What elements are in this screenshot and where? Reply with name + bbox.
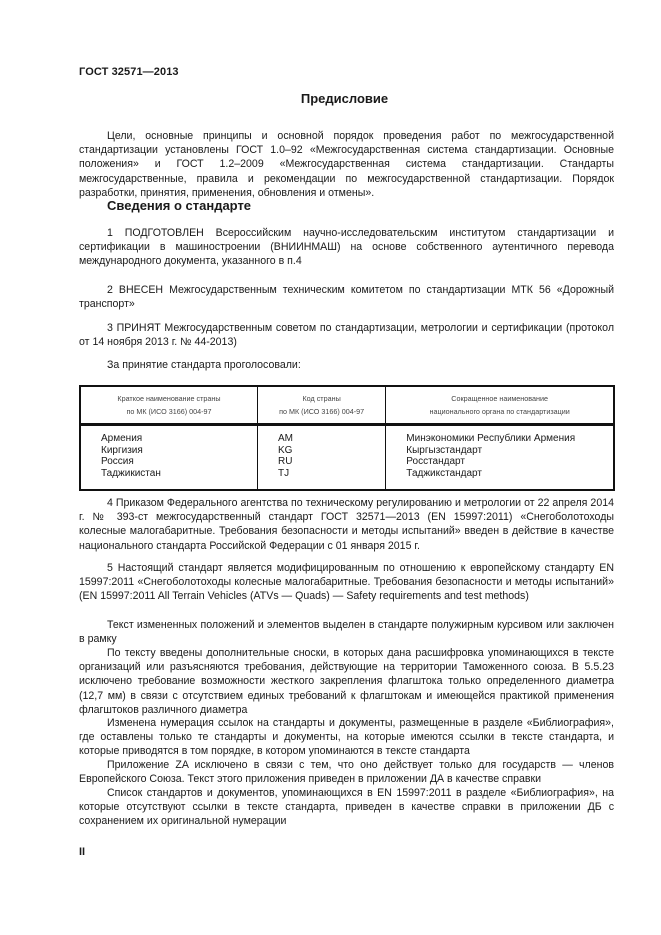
country-name: Киргизия	[101, 444, 143, 456]
foreword-title: Предисловие	[300, 91, 389, 106]
voting-countries-table	[79, 385, 615, 491]
country-name: Россия	[101, 456, 134, 468]
country-codes-cell	[257, 425, 385, 491]
header-line: по МК (ИСО 3166) 004-97	[279, 407, 365, 416]
note-annex-za: Приложение ZA исключено в связи с тем, что оно действует только для государств — членов Европейского Союза. Текст этого приложения приведен в приложении ДА в качестве справки	[79, 759, 614, 786]
info-item-1: 1 ПОДГОТОВЛЕН Всероссийским научно-исследовательским институтом стандартизации и сертификации в машиностроении (ВНИИНМАШ) на основе собственного аутентичного перевода международного документа, указанного в п.4	[79, 227, 614, 268]
table-header-row	[80, 386, 614, 425]
note-footnotes: По тексту введены дополнительные сноски, в которых дана расшифровка упоминающихся в тексте организаций или разъясняются требования, действующие на территории Таможенного союза. В 5.5.23 исключено требование возможности жесткого закрепления флагштока только определенного диаметра (12,7 мм) в связи с отсутствием единых требований к флагштокам и имеющейся практикой применения флагштоков различного диаметра	[79, 647, 614, 716]
info-item-2: 2 ВНЕСЕН Межгосударственным техническим комитетом по стандартизации МТК 56 «Дорожный транспорт»	[79, 284, 614, 311]
country-code: KG	[277, 444, 293, 456]
info-item-4: 4 Приказом Федерального агентства по техническому регулированию и метрологии от 22 апреля 2014 г. № 393-ст межгосударственный стандарт ГОСТ 32571—2013 (EN 15997:2011) «Снегоболотоходы колесные малогабаритные. Требования безопасности и методы испытаний» введен в действие в качестве национального стандарта Российской Федерации с 01 января 2015 г.	[79, 497, 614, 552]
foreword-paragraph: Цели, основные принципы и основной порядок проведения работ по межгосударственной стандартизации установлены ГОСТ 1.0–92 «Межгосударственная система стандартизации. Основные положения» и ГОСТ 1.2–2009 «Межгосударственная система стандартизации. Стандарты межгосударственные, правила и рекомендации по межгосударственной стандартизации. Порядок разработки, принятия, применения, обновления и отмены».	[79, 130, 614, 199]
header-line: Код страны	[302, 394, 341, 403]
document-code-header: ГОСТ 32571—2013	[79, 66, 179, 78]
table-body-row	[80, 425, 614, 491]
header-country-name	[80, 386, 257, 425]
standards-body: Кыргызстандарт	[406, 444, 483, 456]
country-name: Армения	[101, 433, 143, 444]
note-references: Изменена нумерация ссылок на стандарты и документы, размещенные в разделе «Библиография», где оставлены только те стандарты и документы, на которые имеются ссылки в тексте стандарта, и которые приводятся в том порядке, в котором упоминаются в тексте стандарта	[79, 717, 614, 758]
header-country-code	[257, 386, 385, 425]
standards-bodies-cell	[386, 425, 614, 491]
header-line: по МК (ИСО 3166) 004-97	[126, 407, 212, 416]
note-modified-text: Текст измененных положений и элементов выделен в стандарте полужирным курсивом или заключен в рамку	[79, 619, 614, 646]
info-item-5: 5 Настоящий стандарт является модифицированным по отношению к европейскому стандарту EN 15997:2011 «Снегоболотоходы колесные малогабаритные. Требования безопасности и методы испытаний» (EN 15997:2011 All Terrain Vehicles (ATVs — Quads) — Safety requirements and test methods)	[79, 562, 614, 603]
header-line: Сокращенное наименование	[451, 394, 548, 403]
country-names-cell	[80, 425, 257, 491]
header-line: Краткое наименование страны	[117, 394, 221, 403]
country-code: AM	[277, 433, 293, 444]
country-code: TJ	[277, 467, 290, 479]
header-line: национального органа по стандартизации	[429, 407, 570, 416]
standard-info-title: Сведения о стандарте	[107, 198, 252, 213]
country-name: Таджикистан	[101, 467, 161, 479]
standards-body: Минэкономики Республики Армения	[406, 433, 576, 444]
header-standards-body	[386, 386, 614, 425]
note-bibliography: Список стандартов и документов, упоминающихся в EN 15997:2011 в разделе «Библиография», на которые отсутствуют ссылки в тексте стандарта, приведен в качестве справки в приложении ДБ с сохранением их оригинальной нумерации	[79, 787, 614, 828]
standards-body: Таджикстандарт	[406, 467, 482, 479]
country-code: RU	[277, 456, 293, 468]
info-item-3: 3 ПРИНЯТ Межгосударственным советом по стандартизации, метрологии и сертификации (протокол от 14 ноября 2013 г. № 44-2013)	[79, 322, 614, 349]
page-number: II	[79, 846, 86, 858]
vote-intro: За принятие стандарта проголосовали:	[107, 359, 301, 371]
standards-body: Росстандарт	[406, 456, 465, 468]
